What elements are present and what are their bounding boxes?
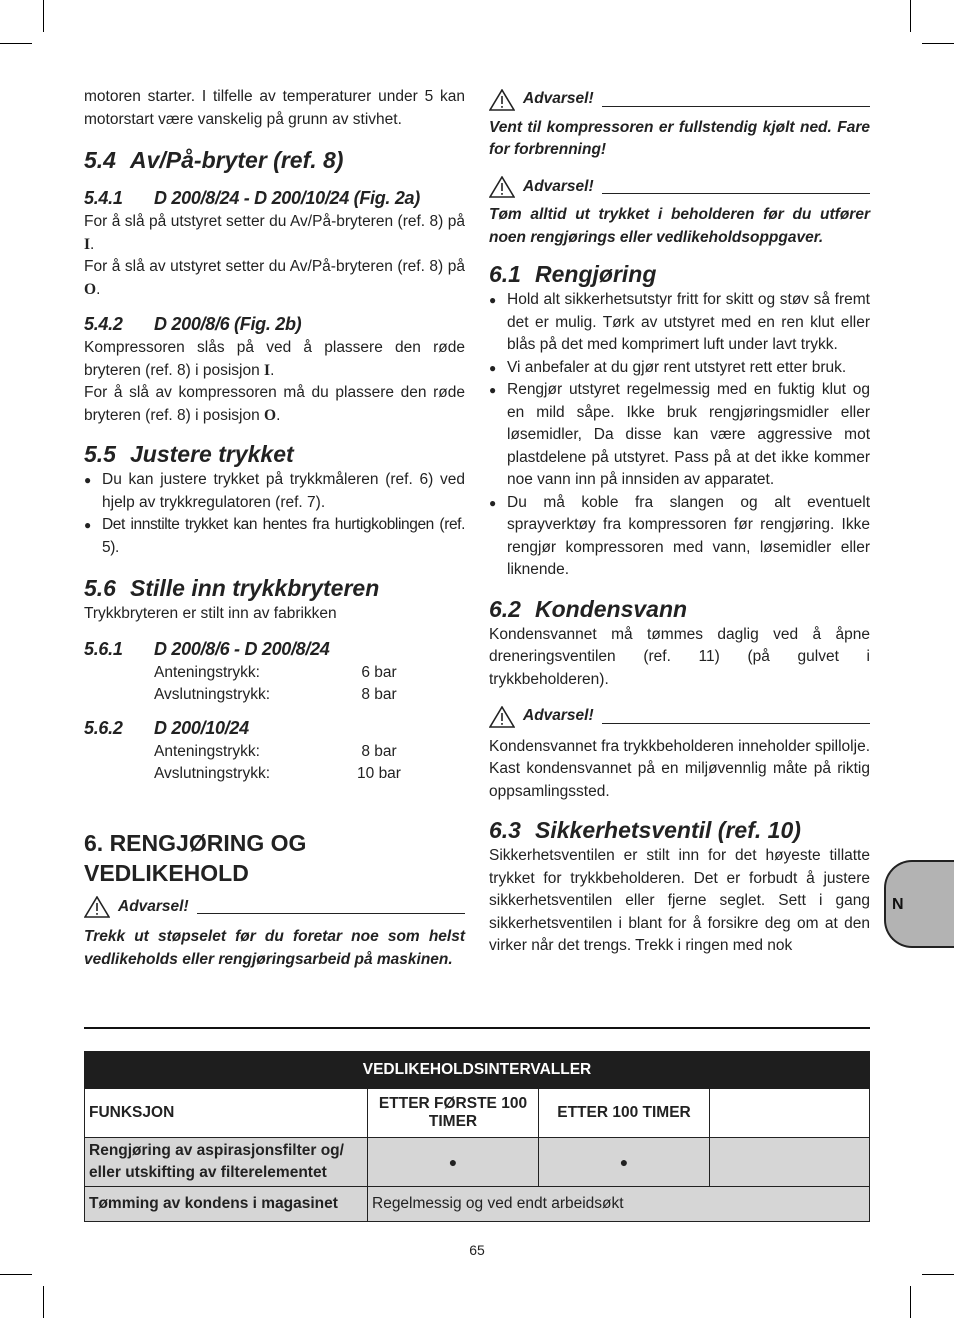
- crop-mark: [43, 1286, 44, 1318]
- section-5-6-2-heading: 5.6.2 D 200/10/24: [84, 717, 249, 738]
- column-header: [710, 1089, 870, 1138]
- divider: [602, 106, 870, 107]
- warning-text: Trekk ut støpselet før du foretar noe som helst vedlikeholds eller rengjøringsarbeid på maskinen.: [84, 928, 465, 968]
- table-row: [85, 1187, 870, 1222]
- condensate-text: Kondensvannet må tømmes daglig ved å åpne dreneringsventilen (ref. 11) (på gulvet i trykkbeholderen).: [489, 625, 870, 688]
- pressure-values-5-6-1: Anteningstrykk: 6 bar Avslutningstrykk: 8 bar: [154, 663, 397, 703]
- section-5-4-heading: 5.4 Av/På-bryter (ref. 8): [84, 147, 344, 173]
- section-5-6-heading: 5.6 Stille inn trykkbryteren: [84, 575, 380, 601]
- divider: [197, 913, 465, 914]
- language-tab: [884, 860, 954, 948]
- warning-label: Advarsel!: [523, 90, 594, 107]
- pressure-list: [84, 469, 465, 559]
- switch-on-text: For å slå på utstyret setter du Av/På-bryteren (ref. 8) på I.: [84, 213, 465, 253]
- crop-mark: [910, 0, 911, 32]
- list-item: ● Hold alt sikkerhetsutstyr fritt for skitt og støv så fremt det er mulig. Tørk av utstyret med en ren klut eller blås på det med komprimert luft under lavt trykk.: [489, 289, 870, 357]
- table-cell: ●: [368, 1138, 539, 1187]
- warning-triangle-icon: [489, 176, 515, 198]
- crop-mark: [0, 1274, 32, 1275]
- warning-text: Vent til kompressoren er fullstendig kjølt ned. Fare for forbrenning!: [489, 118, 870, 158]
- pressure-switch-text: Trykkbryteren er stilt inn av fabrikken: [84, 605, 337, 622]
- section-6-1-heading: 6.1 Rengjøring: [489, 261, 657, 287]
- table-title: VEDLIKEHOLDSINTERVALLER: [85, 1052, 870, 1089]
- section-5-4-2-heading: 5.4.2 D 200/8/6 (Fig. 2b): [84, 314, 302, 334]
- crop-mark: [0, 43, 32, 44]
- maintenance-table: [84, 1051, 870, 1222]
- divider: [602, 193, 870, 194]
- intro-text: motoren starter. I tilfelle av temperaturer under 5 kan motorstart være vanskelig på grunn av stivhet.: [84, 88, 465, 128]
- list-item: ● Rengjør utstyret regelmessig med en fuktig klut og en mild såpe. Ikke bruk rengjøringsmidler eller løsemidler, Da disse kan være aggressive mot plastdelene på utstyret. Pass på at det ikke kommer noe vann inn på innsiden av apparatet.: [489, 379, 870, 492]
- crop-mark: [43, 0, 44, 32]
- crop-mark: [910, 1286, 911, 1318]
- warning-triangle-icon: [489, 706, 515, 728]
- table-cell: ●: [539, 1138, 710, 1187]
- list-item: ● Vi anbefaler at du gjør rent utstyret rett etter bruk.: [489, 357, 870, 380]
- warning-header: [489, 88, 870, 111]
- warning-label: Advarsel!: [118, 897, 189, 915]
- list-item: ● Du må koble fra slangen og alt eventuelt sprayverktøy fra kompressoren før rengjøring. Ikke rengjør kompressoren med vann, løsemidler eller liknende.: [489, 492, 870, 582]
- chapter-6-heading: 6. RENGJØRING OG VEDLIKEHOLD: [84, 829, 307, 886]
- warning-triangle-icon: [489, 89, 515, 111]
- section-5-6-1-heading: 5.6.1 D 200/8/6 - D 200/8/24: [84, 638, 330, 659]
- left-column: [84, 86, 465, 971]
- pressure-values-5-6-2: Anteningstrykk: 8 bar Avslutningstrykk: 10 bar: [154, 742, 401, 782]
- warning-header: [489, 705, 870, 728]
- safety-valve-text: Sikkerhetsventilen er stilt inn for det høyeste tillatte trykket for trykkbeholderen. Det er forbudt å justere sikkerhetsventilen eller fjerne seglet. Sett i gang sikkerhetsventilen i blant for å forsikre deg om at den virker når det trengs. Trekk i ringen med nok: [489, 847, 870, 954]
- divider: [84, 1027, 870, 1029]
- warning-label: Advarsel!: [523, 707, 594, 724]
- warning-text: Tøm alltid ut trykket i beholderen før du utfører noen rengjørings eller vedlikeholdsoppgaver.: [489, 206, 870, 246]
- page-number: 65: [469, 1242, 485, 1258]
- compressor-off-text: For å slå av kompressoren må du plassere den røde bryteren (ref. 8) i posisjon O.: [84, 384, 465, 424]
- table-cell: Tømming av kondens i magasinet: [85, 1187, 368, 1222]
- divider: [602, 723, 870, 724]
- language-tab-label: N: [892, 896, 904, 913]
- warning-label: Advarsel!: [523, 177, 594, 195]
- table-cell: [710, 1138, 870, 1187]
- compressor-on-text: Kompressoren slås på ved å plassere den røde bryteren (ref. 8) i posisjon I.: [84, 339, 465, 379]
- section-5-5-heading: 5.5 Justere trykket: [84, 441, 294, 467]
- column-header: ETTER 100 TIMER: [539, 1089, 710, 1138]
- table-row: [85, 1138, 870, 1187]
- crop-mark: [922, 1274, 954, 1275]
- section-6-2-heading: 6.2 Kondensvann: [489, 595, 688, 622]
- switch-off-text: For å slå av utstyret setter du Av/På-bryteren (ref. 8) på O.: [84, 258, 465, 298]
- list-item: ● Det innstilte trykket kan hentes fra hurtigkoblingen (ref. 5).: [84, 514, 465, 559]
- column-header: FUNKSJON: [85, 1089, 368, 1138]
- cleaning-list: [489, 289, 870, 582]
- table-cell: Regelmessig og ved endt arbeidsøkt: [368, 1187, 870, 1222]
- section-5-4-1-heading: 5.4.1 D 200/8/24 - D 200/10/24 (Fig. 2a): [84, 188, 420, 208]
- warning-header: [489, 176, 870, 199]
- warning-triangle-icon: [84, 896, 110, 918]
- right-column: [489, 88, 870, 958]
- crop-mark: [922, 43, 954, 44]
- section-6-3-heading: 6.3 Sikkerhetsventil (ref. 10): [489, 817, 801, 843]
- list-item: ● Du kan justere trykket på trykkmåleren (ref. 6) ved hjelp av trykkregulatoren (ref. 7).: [84, 469, 465, 514]
- condensate-warning-text: Kondensvannet fra trykkbeholderen inneholder spillolje. Kast kondensvannet på en miljøvennlig måte på riktig oppsamlingssted.: [489, 737, 870, 800]
- table-cell: Rengjøring av aspirasjonsfilter og/ eller utskifting av filterelementet: [85, 1138, 368, 1187]
- column-header: ETTER FØRSTE 100 TIMER: [368, 1089, 539, 1138]
- table-header-row: [85, 1089, 870, 1138]
- warning-header: [84, 896, 465, 919]
